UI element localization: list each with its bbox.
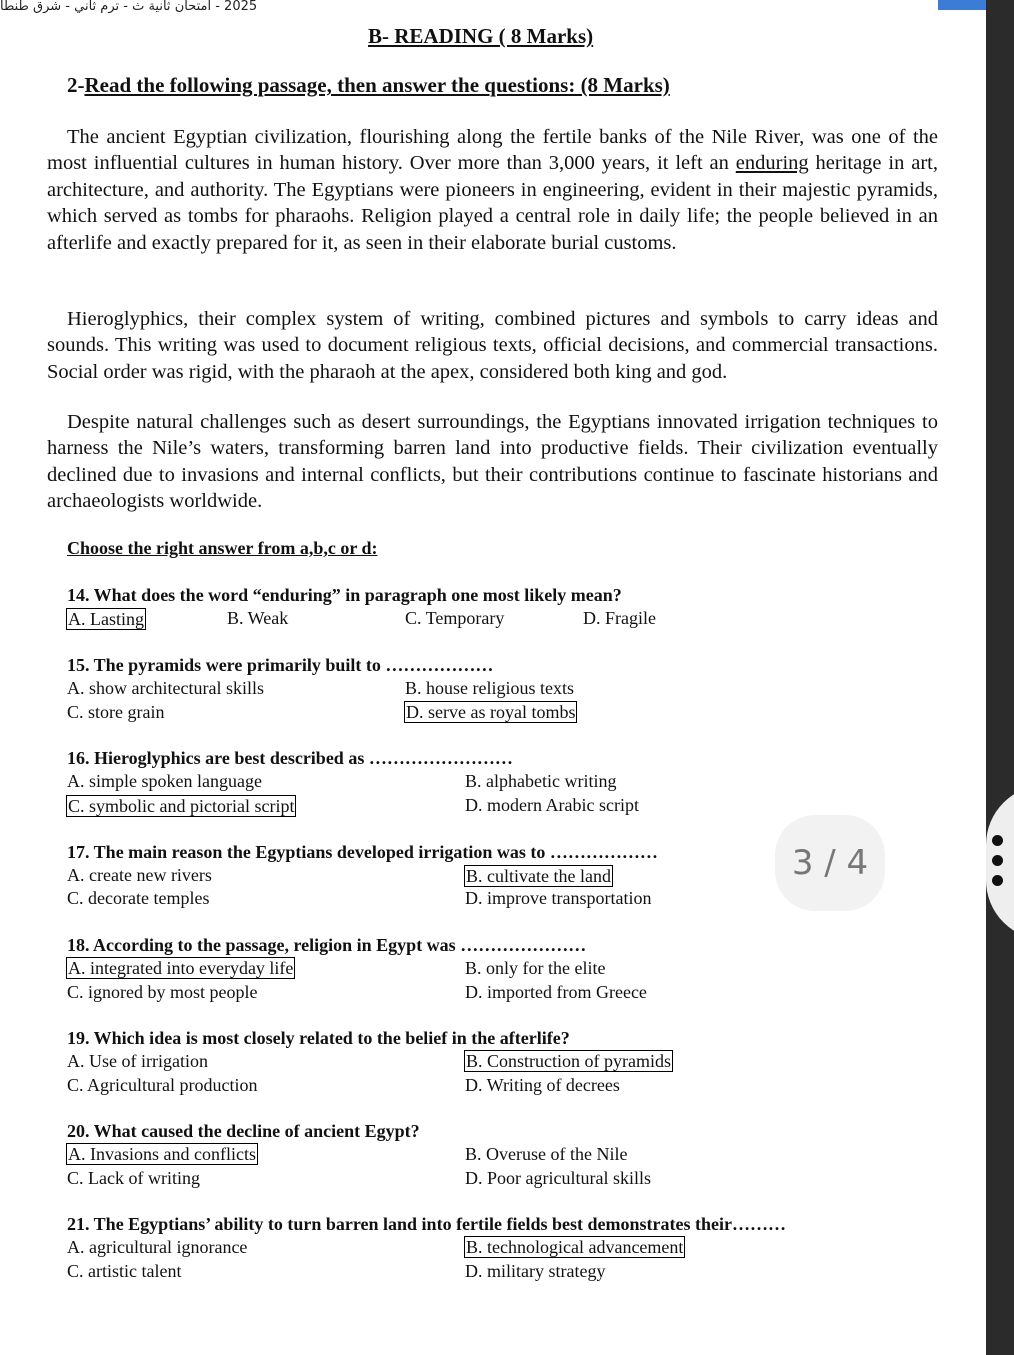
q16-option-a[interactable]: A. simple spoken language: [67, 771, 262, 791]
q15-option-a[interactable]: A. show architectural skills: [67, 678, 264, 698]
highlighted-word: enduring: [735, 152, 809, 175]
q14-option-d[interactable]: D. Fragile: [583, 608, 656, 628]
q15-option-d[interactable]: D. serve as royal tombs: [406, 702, 576, 722]
passage-paragraph-1: The ancient Egyptian civilization, flourishing along the fertile banks of the Nile River, was one of the most influential cultures in human history. Over more than 3,000 years, it left an enduring heritage in art, architecture, and authority. The Egyptians were pioneers in engineering, evident in their majestic pyramids, which served as tombs for pharaohs. Religion played a central role in daily life; the people believed in an afterlife and exactly prepared for it, as seen in their elaborate burial customs.: [47, 126, 938, 254]
q18-option-c[interactable]: C. ignored by most people: [67, 982, 258, 1002]
choose-instruction: Choose the right answer from a,b,c or d:: [67, 538, 378, 558]
q20-option-d[interactable]: D. Poor agricultural skills: [465, 1168, 651, 1188]
passage-paragraph-3: Despite natural challenges such as desert surroundings, the Egyptians innovated irrigation techniques to harness the Nile’s waters, transforming barren land into productive fields. Their civilization eventually declined due to invasions and internal conflicts, but their contributions continue to fascinate historians and archaeologists worldwide.: [47, 411, 938, 513]
q18-option-b[interactable]: B. only for the elite: [465, 958, 606, 978]
q21-option-b[interactable]: B. technological advancement: [466, 1237, 684, 1257]
q14-option-c[interactable]: C. Temporary: [405, 608, 505, 628]
section-title: B- READING ( 8 Marks): [368, 24, 594, 48]
q17-option-d[interactable]: D. improve transportation: [465, 888, 652, 908]
question-18: 18. According to the passage, religion in Egypt was …………………: [67, 935, 587, 955]
page-indicator: 3 / 4: [775, 815, 885, 911]
q17-option-b[interactable]: B. cultivate the land: [466, 866, 611, 886]
q14-option-a[interactable]: A. Lasting: [68, 609, 144, 629]
passage-paragraph-2: Hieroglyphics, their complex system of writing, combined pictures and symbols to carry ideas and sounds. This writing was used to document religious texts, official decisions, and commercial transactions. Social order was rigid, with the pharaoh at the apex, considered both king and god.: [47, 308, 938, 383]
q20-option-b[interactable]: B. Overuse of the Nile: [465, 1144, 628, 1164]
q20-option-c[interactable]: C. Lack of writing: [67, 1168, 200, 1188]
q18-option-a[interactable]: A. integrated into everyday life: [68, 958, 294, 978]
question-21: 21. The Egyptians’ ability to turn barren land into fertile fields best demonstrates their………: [67, 1214, 786, 1234]
question-15: 15. The pyramids were primarily built to ………………: [67, 655, 494, 675]
q19-option-c[interactable]: C. Agricultural production: [67, 1075, 258, 1095]
q16-option-b[interactable]: B. alphabetic writing: [465, 771, 617, 791]
exam-header-line: 2025 - امتحان ثانية ث - ترم ثاني - شرق طنطا: [0, 0, 258, 14]
menu-dot-icon: [992, 875, 1003, 886]
q18-option-d[interactable]: D. imported from Greece: [465, 982, 647, 1002]
q17-option-a[interactable]: A. create new rivers: [67, 865, 212, 885]
q21-option-d[interactable]: D. military strategy: [465, 1261, 606, 1281]
question-20: 20. What caused the decline of ancient Egypt?: [67, 1121, 420, 1141]
q19-option-a[interactable]: A. Use of irrigation: [67, 1051, 208, 1071]
q15-option-c[interactable]: C. store grain: [67, 702, 165, 722]
question-14: 14. What does the word “enduring” in paragraph one most likely mean?: [67, 585, 622, 605]
menu-dot-icon: [992, 855, 1003, 866]
question-17: 17. The main reason the Egyptians developed irrigation was to ………………: [67, 842, 658, 862]
q16-option-c[interactable]: C. symbolic and pictorial script: [68, 796, 295, 816]
instruction-heading: 2-Read the following passage, then answer the questions: (8 Marks): [67, 73, 670, 97]
q16-option-d[interactable]: D. modern Arabic script: [465, 795, 639, 815]
q21-option-a[interactable]: A. agricultural ignorance: [67, 1237, 248, 1257]
q21-option-c[interactable]: C. artistic talent: [67, 1261, 182, 1281]
question-19: 19. Which idea is most closely related to the belief in the afterlife?: [67, 1028, 570, 1048]
page-tab[interactable]: [938, 0, 986, 10]
question-16: 16. Hieroglyphics are best described as ……………………: [67, 748, 513, 768]
menu-dot-icon: [992, 835, 1003, 846]
q15-option-b[interactable]: B. house religious texts: [405, 678, 574, 698]
q19-option-d[interactable]: D. Writing of decrees: [465, 1075, 620, 1095]
q20-option-a[interactable]: A. Invasions and conflicts: [68, 1144, 256, 1164]
q14-option-b[interactable]: B. Weak: [227, 608, 289, 628]
q17-option-c[interactable]: C. decorate temples: [67, 888, 210, 908]
q19-option-b[interactable]: B. Construction of pyramids: [466, 1051, 671, 1071]
viewer-side-bar: [986, 0, 1014, 1355]
